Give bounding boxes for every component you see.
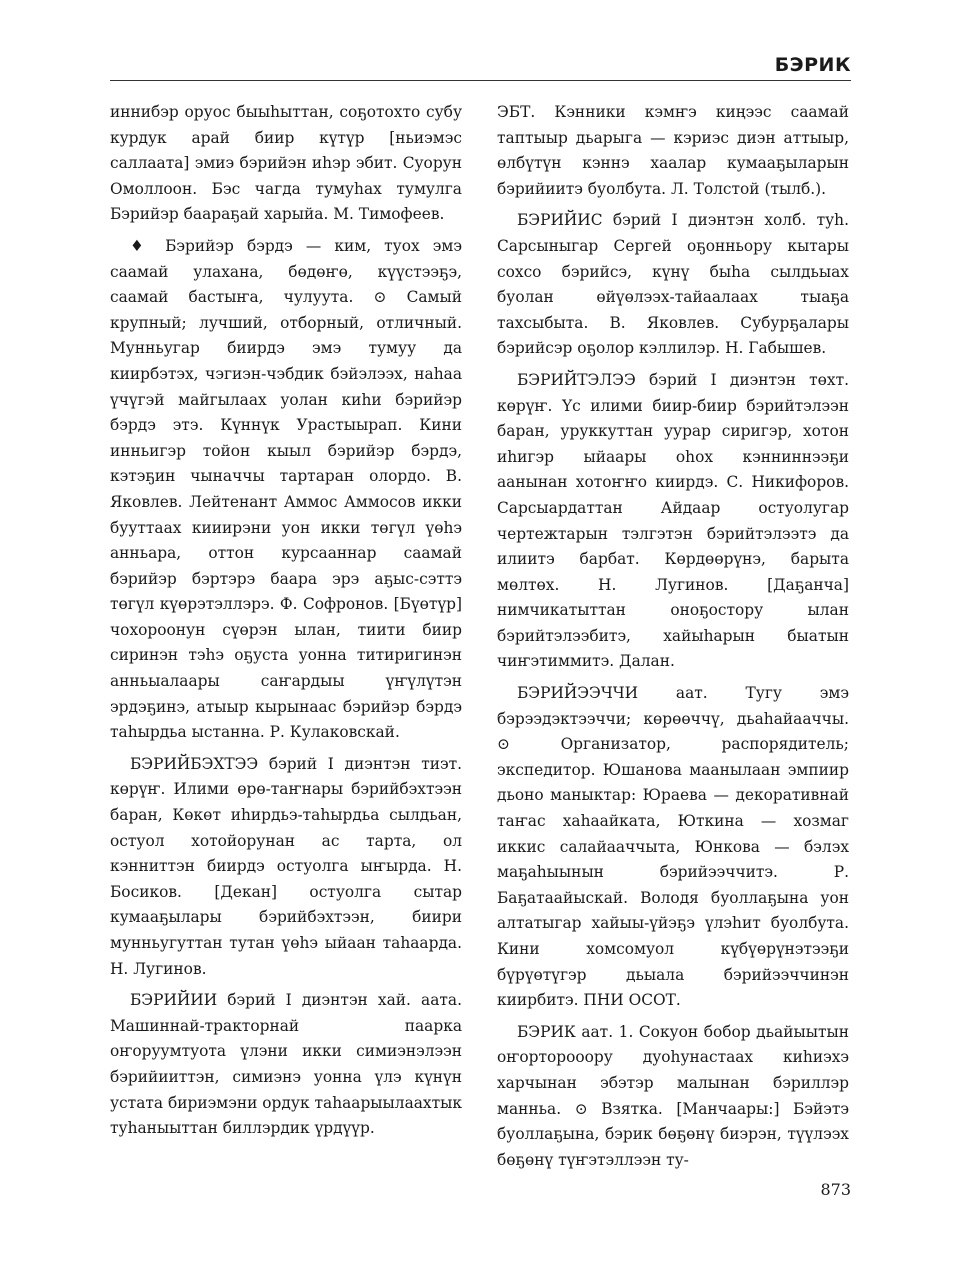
- left-column: [110, 100, 462, 1148]
- right-column: [497, 100, 849, 1179]
- entry-beriibekhtee: БЭРИЙБЭХТЭЭ бэрий I диэнтэн тиэт. көрүҥ. Илими өрө-таҥнары бэрийбэхтээн баран, Көкөт иһирдьэ-таһырдьа сылдьан, остуол хотойорунан ас тарта, ол кэнниттэн биирдэ остуолга ыҥырда. Н. Босиков. [Декан] остуолга сытар кумааҕылары бэрийбэхтээн, биири мунньугуттан тутан үөһэ ыйаан таһаарда. Н. Лугинов.: [110, 754, 462, 978]
- entry-beriis: БЭРИЙИС бэрий I диэнтэн холб. туһ. Сарсыныгар Сергей оҕонньору кытары сохсо бэрийсэ, күнү быһа сылдьыах буолан өйүөлээх-тайаалаах тыаҕа тахсыбыта. В. Яковлев. Субурҕалары бэрийсэр оҕолор кэллилэр. Н. Габышев.: [497, 211, 849, 358]
- header-rule: [110, 80, 851, 81]
- page-number: 873: [820, 1180, 851, 1199]
- continued-entry-text-right: ЭБТ. Кэнники кэмҥэ киңээс саамай таптыыр дьарыга — кэриэс диэн аттыыр, өлбүтүн кэннэ хаалар кумааҕыларын бэрийиитэ буолбута. Л. Толстой (тылб.).: [497, 103, 849, 198]
- entry-beriitelee: БЭРИЙТЭЛЭЭ бэрий I диэнтэн төхт. көрүҥ. Үс илими биир-биир бэрийтэлээн баран, уруккуттан уурар сиригэр, хотон иһигэр ыйаары оһох кэнниннээҕи аанынан хотоҥҥо киирдэ. С. Никифоров. Сарсыардаттан Айдаар остуолугар чертежтарын тэлгэтэн бэрийтэлээтэ да илиитэ барбат. Көрдөөрүнэ, барыта мөлтөх. Н. Лугинов. [Даҕанча] нимчикатыттан оноҕостору ылан бэрийтэлээбитэ, хайыһарын быатын чиҥэтиммитэ. Далан.: [497, 370, 849, 671]
- continued-entry-text: иннибэр оруос быыһыттан, соҕотохто субу курдук арай биир күтүр [ньиэмэс саллаата] эмиэ бэрийэн иһэр эбит. Суорун Омоллоон. Бэс чагда тумуһах тумулга Бэрийэр баараҕай харыйа. М. Тимофеев.: [110, 103, 462, 224]
- entry-beriieechchi: БЭРИЙЭЭЧЧИ аат. Тугу эмэ бэрээдэктээччи; көрөөччү, дьаһайааччы. ⊙ Организатор, распорядитель; экспедитор. Юшанова маанылаан эмпиир дьоно маныктар: Юраева — декоративнай таҥас хаһаайката, Юткина — хозмаг иккис салайааччыта, Юнкова — бэлэх маҕаһыынын бэрийээччитэ. Р. Баҕатаайыскай. Володя буоллаҕына уон алтатыгар хайыы-үйэҕэ үлэһит буолбута. Кини хомсомуол күбүөрүнэтээҕи бүрүөтүгэр дьыала бэрийээччинэн киирбитэ. ПНИ ОСОТ.: [497, 684, 849, 1010]
- entry-berii: БЭРИЙИИ бэрий I диэнтэн хай. аата. Машиннай-тракторнай паарка оҥоруумтуота үлэни икки симиэнэлээн бэрийииттэн, симиэнэ уонна үлэ күнүн устата бириэмэни ордук таһаарыылаахтык туһаныыттан биллэрдик үрдүүр.: [110, 991, 462, 1138]
- entry-berik: БЭРИК аат. 1. Сокуон бобор дьайыытын оҥорторооору дуоһунастаах киһиэхэ харчынан эбэтэр малынан бэриллэр манньа. ⊙ Взятка. [Манчаары:] Бэйэтэ буоллаҕына, бэрик бөҕөнү биэрэн, түүлээх бөҕөнү түҥэтэллээн ту-: [497, 1022, 849, 1169]
- running-head: БЭРИК: [774, 54, 851, 76]
- phrase-entry: ♦ Бэрийэр бэрдэ — ким, туох эмэ саамай улахана, бөдөҥө, күүстээҕэ, саамай бастыҥа, чулуута. ⊙ Самый крупный; лучший, отборный, отличный. Мунньугар биирдэ эмэ тумуу да киирбэтэх, чэгиэн-чэбдик бэйэлээх, наһаа үчүгэй майгылаах уолан киһи бэрийэр бэрдэ этэ. Күннүк Урастыырап. Кини инньигэр тойон кыыл бэрийэр бэрдэ, кэтэҕин чыначчы тартаран олордо. В. Яковлев. Лейтенант Аммос Аммосов икки бууттаах кииирэни уон икки төгүл үөһэ анньара, оттон курсааннар саамай бэрийэр бэртэрэ баара эрэ аҕыс-сэттэ төгүл күөрэтэллэрэ. Ф. Софронов. [Бүөтүр] чохороонун сүөрэн ылан, тиити биир сиринэн тэһэ оҕуста уонна титиригинэн анньыалаары саҥардыы үҥүлүтэн эрдэҕинэ, атыыр кырынаас бэрийэр бэрдэ таһырдьа ыстанна. Р. Кулаковскай.: [110, 236, 462, 742]
